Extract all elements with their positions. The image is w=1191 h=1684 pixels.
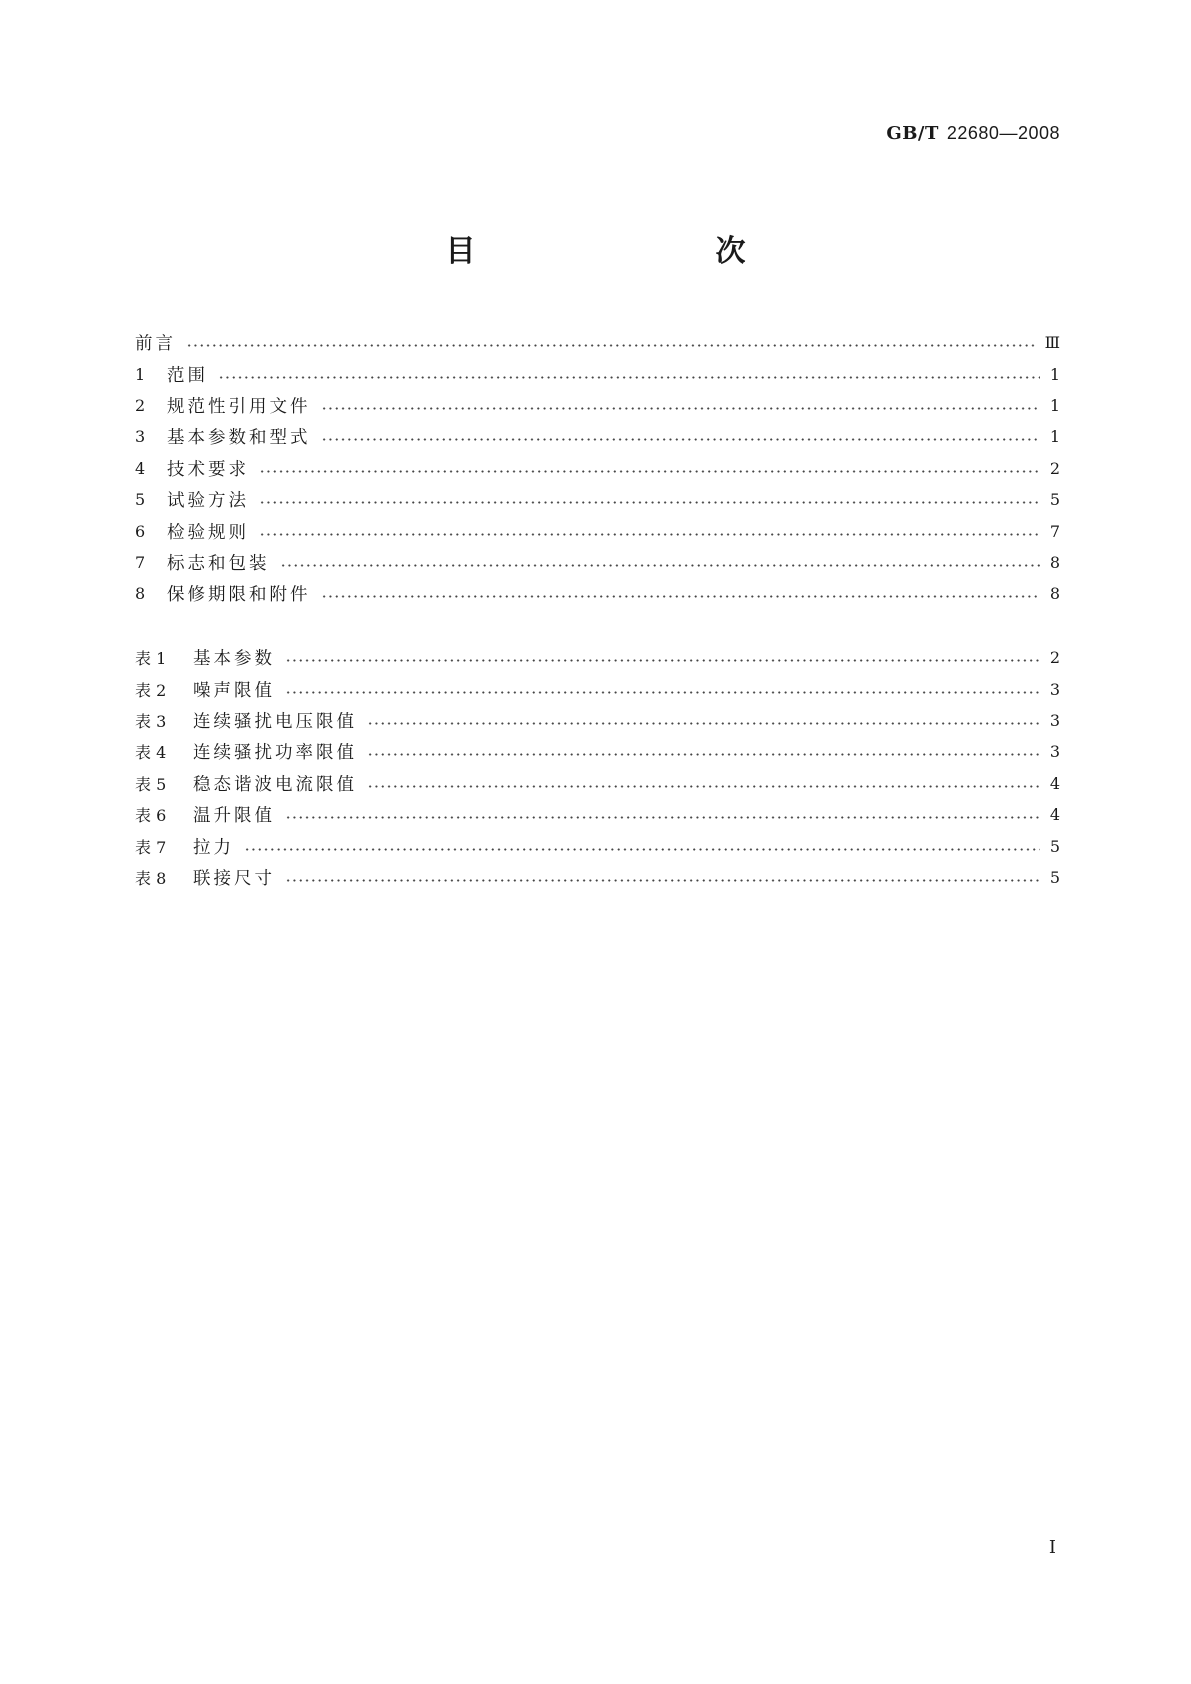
toc-entry-number: 6	[135, 521, 146, 541]
toc-table-entry[interactable]	[135, 862, 1060, 893]
toc-entry-number: 8	[135, 584, 146, 604]
toc-entry-label: 范围	[167, 365, 208, 386]
toc-table-number: 表 4	[135, 743, 167, 763]
toc-table-number: 表 6	[135, 806, 167, 826]
dot-leader	[259, 533, 1040, 536]
toc-entry-page: 8	[1049, 552, 1060, 572]
toc-entry-label: 检验规则	[167, 522, 249, 543]
toc-entry-label: 规范性引用文件	[167, 396, 311, 417]
dot-leader	[218, 376, 1040, 379]
dot-leader	[321, 438, 1040, 441]
standard-code	[886, 123, 1060, 144]
toc-entry-page: 5	[1049, 490, 1060, 510]
toc-table-label: 拉力	[193, 837, 234, 858]
toc-table-entry[interactable]	[135, 830, 1060, 861]
toc-table-page: 5	[1049, 867, 1060, 887]
toc-table-number: 表 8	[135, 868, 167, 888]
toc-entry-label: 技术要求	[167, 459, 249, 480]
toc-entry-foreword[interactable]	[135, 327, 1060, 358]
toc-title: 目 次	[445, 234, 806, 269]
toc-entry[interactable]	[135, 358, 1060, 389]
toc-entry-label: 试验方法	[167, 491, 249, 512]
toc-entry-number: 7	[135, 552, 146, 572]
toc-table-label: 基本参数	[193, 649, 275, 670]
toc-entry-label: 前言	[135, 334, 176, 355]
standard-prefix: GB/T	[886, 123, 939, 144]
toc-table-page: 3	[1049, 679, 1060, 699]
dot-leader	[259, 470, 1040, 473]
toc-entry[interactable]	[135, 547, 1060, 578]
toc-table-label: 连续骚扰功率限值	[193, 743, 357, 764]
toc-entry-number: 2	[135, 395, 146, 415]
standard-number: 22680—2008	[946, 123, 1060, 143]
toc-table-page: 4	[1049, 805, 1060, 825]
dot-leader	[321, 407, 1040, 410]
toc-entries-list	[135, 327, 1060, 610]
toc-table-number: 表 2	[135, 680, 167, 700]
dot-leader	[186, 344, 1035, 347]
dot-leader	[285, 659, 1040, 662]
toc-table-label: 联接尺寸	[193, 868, 275, 889]
toc-entry[interactable]	[135, 390, 1060, 421]
toc-entry[interactable]	[135, 578, 1060, 609]
dot-leader	[259, 501, 1040, 504]
dot-leader	[280, 564, 1040, 567]
toc-table-page: 5	[1049, 836, 1060, 856]
toc-entry[interactable]	[135, 515, 1060, 546]
toc-table-label: 噪声限值	[193, 680, 275, 701]
toc-entry-label: 保修期限和附件	[167, 585, 311, 606]
toc-table-label: 连续骚扰电压限值	[193, 711, 357, 732]
toc-table-page: 2	[1049, 648, 1060, 668]
toc-entry-number: 4	[135, 458, 146, 478]
toc-table-entry[interactable]	[135, 736, 1060, 767]
toc-entry-number: 3	[135, 427, 146, 447]
dot-leader	[367, 785, 1040, 788]
page-number: I	[1048, 1537, 1056, 1558]
toc-table-entry[interactable]	[135, 673, 1060, 704]
toc-table-entry[interactable]	[135, 768, 1060, 799]
dot-leader	[321, 595, 1040, 598]
toc-table-number: 表 7	[135, 837, 167, 857]
toc-entry-page: 8	[1049, 584, 1060, 604]
toc-entry-page: 2	[1049, 458, 1060, 478]
toc-table-entry[interactable]	[135, 705, 1060, 736]
toc-entry[interactable]	[135, 484, 1060, 515]
dot-leader	[367, 753, 1040, 756]
toc-table-entry[interactable]	[135, 799, 1060, 830]
toc-table-number: 表 5	[135, 774, 167, 794]
toc-entry-label: 基本参数和型式	[167, 428, 311, 449]
dot-leader	[244, 848, 1040, 851]
toc-entry-number: 1	[135, 364, 146, 384]
toc-entry-page: 1	[1049, 364, 1060, 384]
dot-leader	[285, 879, 1040, 882]
toc-entry-page: Ⅲ	[1044, 333, 1060, 353]
dot-leader	[367, 722, 1040, 725]
toc-table-page: 4	[1049, 773, 1060, 793]
toc-table-entry[interactable]	[135, 642, 1060, 673]
dot-leader	[285, 816, 1040, 819]
toc-entry-page: 7	[1049, 521, 1060, 541]
toc-entry[interactable]	[135, 453, 1060, 484]
toc-table-label: 稳态谐波电流限值	[193, 774, 357, 795]
dot-leader	[285, 691, 1040, 694]
toc-table-number: 表 1	[135, 649, 167, 669]
toc-table-page: 3	[1049, 710, 1060, 730]
toc-table-page: 3	[1049, 742, 1060, 762]
toc-table-label: 温升限值	[193, 806, 275, 827]
toc-tables-list	[135, 642, 1060, 893]
toc-entry[interactable]	[135, 421, 1060, 452]
toc-entry-number: 5	[135, 490, 146, 510]
toc-table-number: 表 3	[135, 711, 167, 731]
toc-entry-page: 1	[1049, 427, 1060, 447]
toc-entry-page: 1	[1049, 395, 1060, 415]
toc-entry-label: 标志和包装	[167, 553, 270, 574]
